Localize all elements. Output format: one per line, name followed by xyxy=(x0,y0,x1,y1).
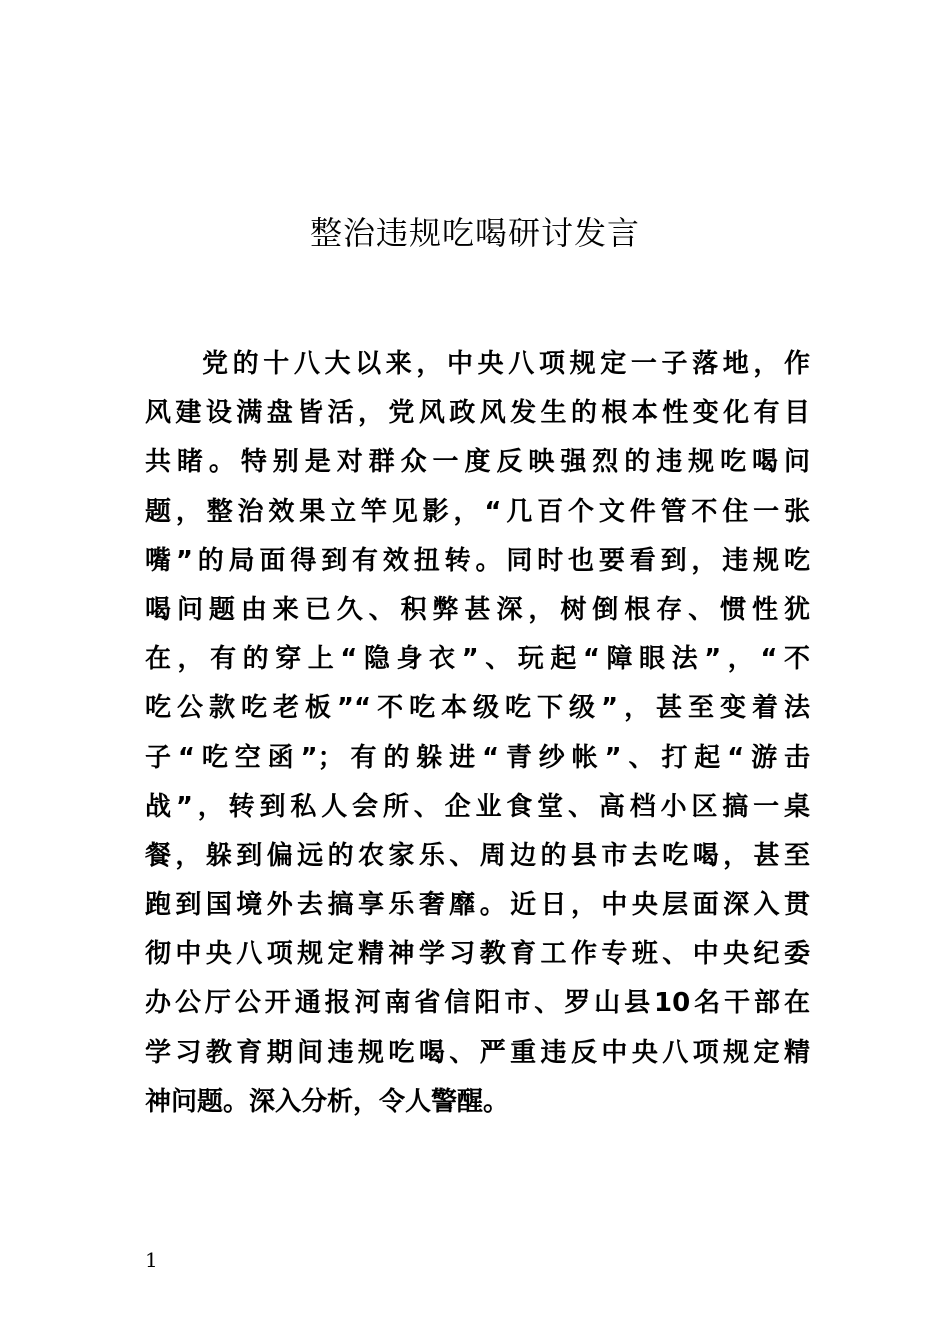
paragraph-line: 在，有的穿上“隐身衣”、玩起“障眼法”，“不 xyxy=(145,644,810,675)
paragraph-line: 战”，转到私人会所、企业食堂、高档小区搞一桌 xyxy=(145,791,810,822)
paragraph-line: 学习教育期间违规吃喝、严重违反中央八项规定精 xyxy=(145,1037,810,1068)
paragraph-line: 喝问题由来已久、积弊甚深，树倒根存、惯性犹 xyxy=(145,594,810,625)
document-title: 整治违规吃喝研讨发言 xyxy=(309,214,640,252)
paragraph-line: 风建设满盘皆活，党风政风发生的根本性变化有目 xyxy=(145,398,810,429)
paragraph-line: 神问题。深入分析，令人警醒。 xyxy=(145,1086,510,1117)
paragraph-line: 吃公款吃老板”“不吃本级吃下级”，甚至变着法 xyxy=(145,693,810,724)
paragraph-line: 彻中央八项规定精神学习教育工作专班、中央纪委 xyxy=(145,939,810,970)
paragraph-line: 党的十八大以来，中央八项规定一子落地，作 xyxy=(202,349,810,379)
paragraph-line: 餐，躲到偏远的农家乐、周边的县市去吃喝，甚至 xyxy=(145,840,810,871)
paragraph-line: 嘴”的局面得到有效扭转。同时也要看到，违规吃 xyxy=(145,545,810,576)
paragraph-line: 跑到国境外去搞享乐奢靡。近日，中央层面深入贯 xyxy=(145,890,810,921)
paragraph-line: 办公厅公开通报河南省信阳市、罗山县10名干部在 xyxy=(145,988,810,1019)
body-paragraph xyxy=(145,340,810,1127)
paragraph-line: 题，整治效果立竿见影，“几百个文件管不住一张 xyxy=(145,496,810,527)
page-number: 1 xyxy=(145,1248,158,1272)
paragraph-line: 共睹。特别是对群众一度反映强烈的违规吃喝问 xyxy=(145,447,810,478)
paragraph-line: 子“吃空函”；有的躲进“青纱帐”、打起“游击 xyxy=(145,742,810,773)
